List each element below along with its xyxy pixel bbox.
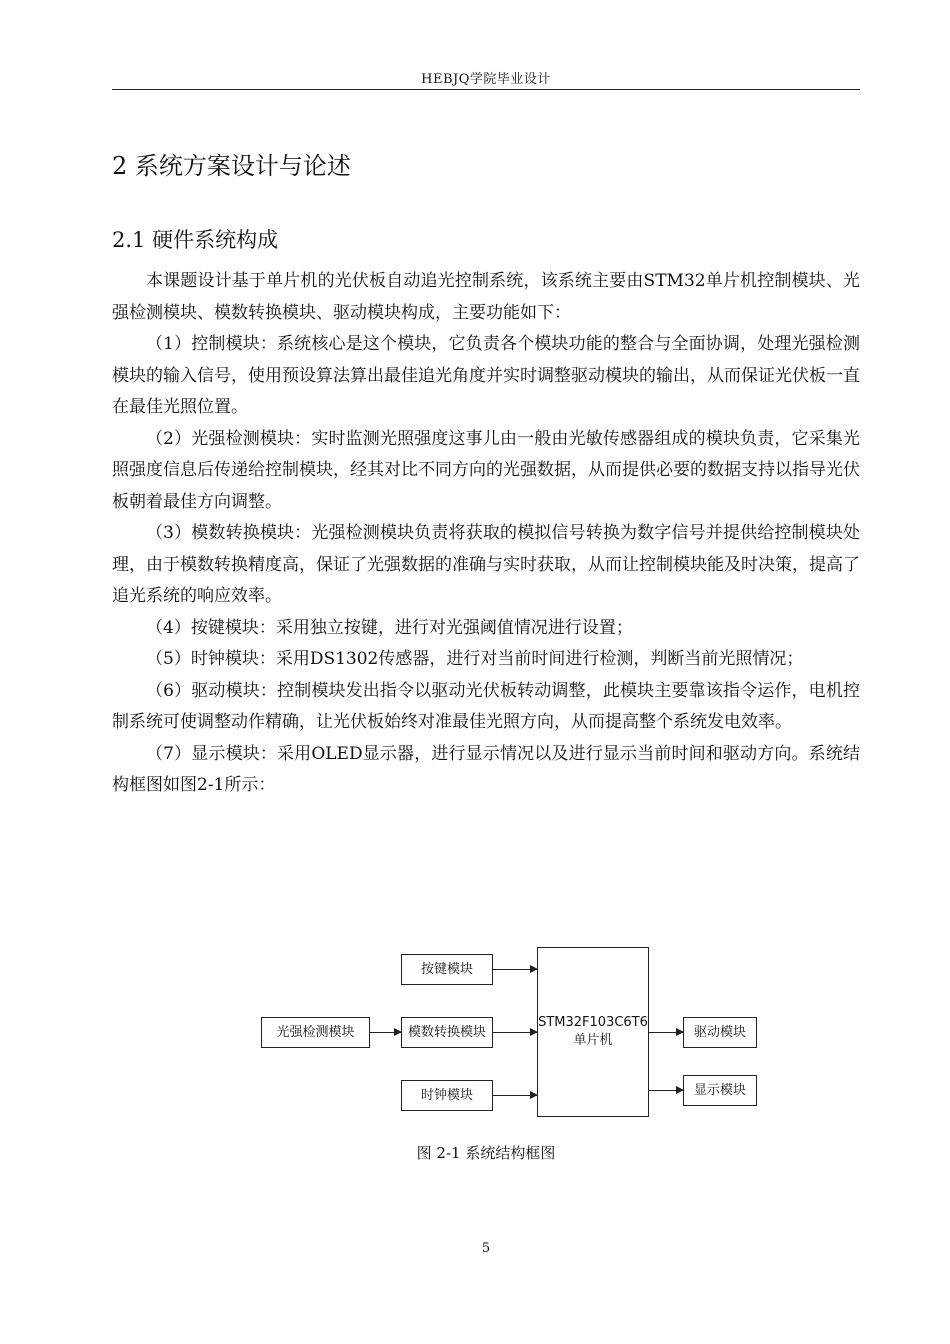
paragraph-clock-module: （5）时钟模块：采用DS1302传感器，进行对当前时间进行检测，判断当前光照情况； bbox=[146, 649, 804, 669]
arrow-mcu-to-drive bbox=[649, 1032, 683, 1033]
system-block-diagram bbox=[258, 942, 758, 1122]
display-module-block: 显示模块 bbox=[683, 1075, 757, 1106]
mcu-model-label: STM32F103C6T6 bbox=[538, 1015, 648, 1030]
section-title: 2.1 硬件系统构成 bbox=[112, 228, 279, 252]
mcu-block bbox=[537, 947, 649, 1117]
paragraph-drive-module: （6）驱动模块：控制模块发出指令以驱动光伏板转动调整，此模块主要靠该指令运作，电机控制系统可使调整动作精确，让光伏板始终对准最佳光照方向，从而提高整个系统发电效率。 bbox=[112, 680, 860, 732]
drive-module-block: 驱动模块 bbox=[683, 1017, 757, 1048]
arrow-mcu-to-display bbox=[649, 1090, 683, 1091]
clock-module-block: 时钟模块 bbox=[401, 1080, 493, 1111]
paragraph-light-detect-module: （2）光强检测模块：实时监测光照强度这事儿由一般由光敏传感器组成的模块负责，它采集光照强度信息后传递给控制模块，经其对比不同方向的光强数据，从而提供必要的数据支持以指导光伏板朝着最佳方向调整。 bbox=[112, 428, 860, 512]
arrow-key-to-mcu bbox=[493, 969, 537, 970]
paragraph-display-module: （7）显示模块：采用OLED显示器，进行显示情况以及进行显示当前时间和驱动方向。系统结构框图如图2-1所示： bbox=[112, 743, 860, 795]
key-module-block: 按键模块 bbox=[401, 954, 493, 985]
paragraph-adc-module: （3）模数转换模块：光强检测模块负责将获取的模拟信号转换为数字信号并提供给控制模块处理，由于模数转换精度高，保证了光强数据的准确与实时获取，从而让控制模块能及时决策，提高了追光系统的响应效率。 bbox=[112, 523, 860, 606]
body-text bbox=[112, 266, 860, 802]
light-detect-module-block: 光强检测模块 bbox=[261, 1017, 370, 1048]
arrow-light-to-adc bbox=[370, 1032, 401, 1033]
paragraph-control-module: （1）控制模块：系统核心是这个模块，它负责各个模块功能的整合与全面协调，处理光强检测模块的输入信号，使用预设算法算出最佳追光角度并实时调整驱动模块的输出，从而保证光伏板一直在最佳光照位置。 bbox=[112, 334, 860, 417]
adc-module-block: 模数转换模块 bbox=[401, 1017, 493, 1048]
paragraph-key-module: （4）按键模块：采用独立按键，进行对光强阈值情况进行设置； bbox=[146, 617, 633, 638]
page-header: HEBJQ学院毕业设计 bbox=[421, 72, 551, 87]
arrow-clock-to-mcu bbox=[493, 1095, 537, 1096]
header-rule bbox=[112, 89, 860, 90]
paragraph-intro: 本课题设计基于单片机的光伏板自动追光控制系统，该系统主要由STM32单片机控制模块、光强检测模块、模数转换模块、驱动模块构成，主要功能如下： bbox=[112, 271, 860, 323]
figure-caption: 图 2-1 系统结构框图 bbox=[416, 1144, 556, 1162]
mcu-type-label: 单片机 bbox=[573, 1033, 613, 1048]
chapter-title: 2 系统方案设计与论述 bbox=[112, 152, 351, 180]
page-number: 5 bbox=[481, 1241, 491, 1256]
arrow-adc-to-mcu bbox=[493, 1032, 537, 1033]
